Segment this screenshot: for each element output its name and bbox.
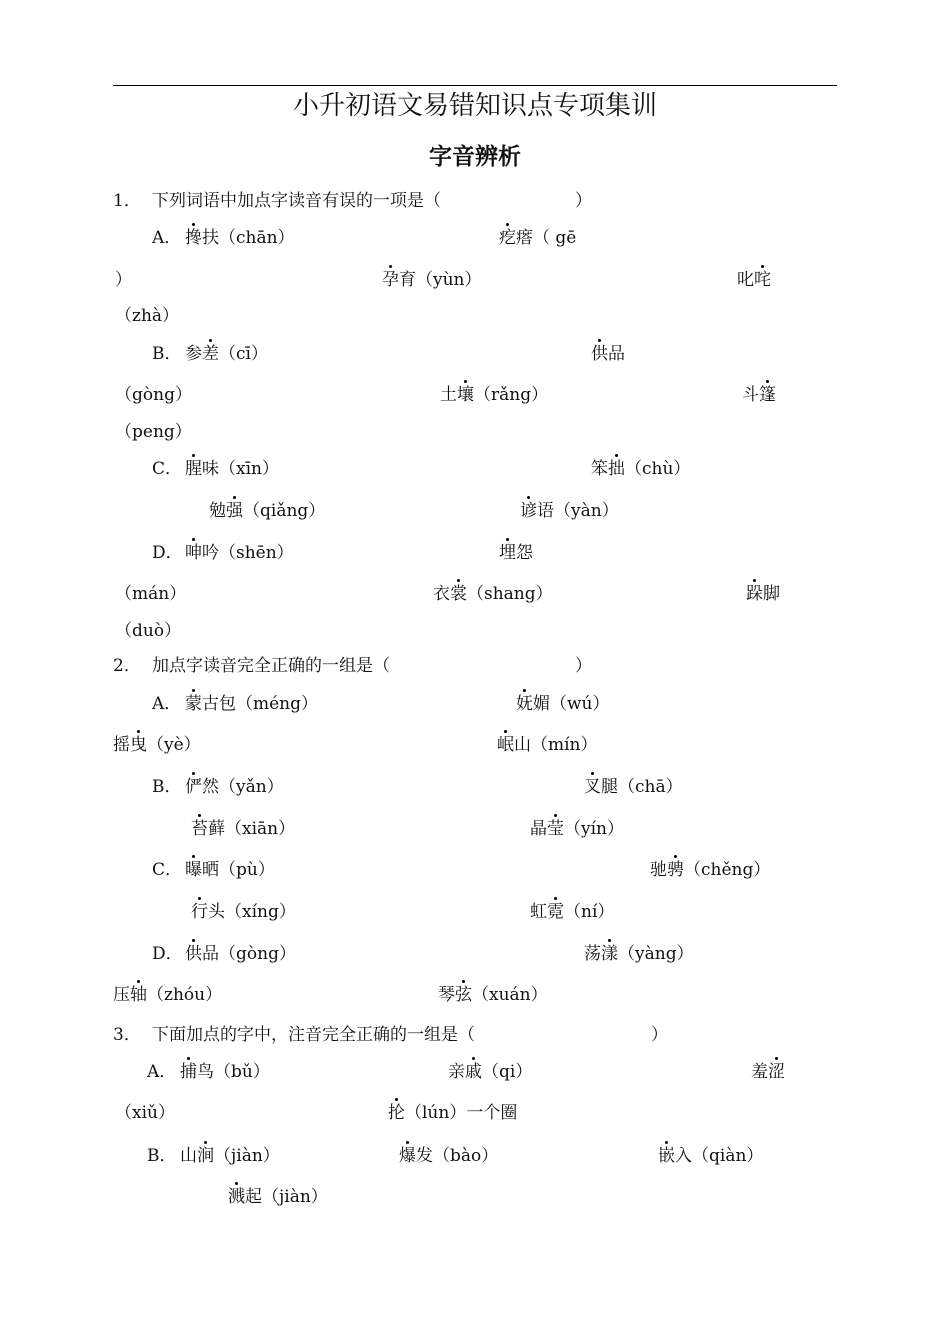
word-item: 羞涩 — [751, 1058, 785, 1086]
page-subtitle: 字音辨析 — [429, 143, 521, 170]
word-item: 溅起（jiàn） — [228, 1183, 328, 1211]
word-item: 山涧（jiàn） — [180, 1142, 280, 1170]
word-item: 勉强（qiǎng） — [209, 497, 325, 525]
answer-paren-close: ） — [651, 1025, 668, 1045]
wrapped-text: （zhà） — [115, 306, 180, 326]
page-title: 小升初语文易错知识点专项集训 — [292, 91, 657, 121]
word-item: 埋怨 — [499, 539, 533, 567]
wrapped-text: （xiǔ） — [115, 1103, 175, 1123]
word-item: 虹霓（ní） — [530, 898, 614, 926]
word-item: 搀扶（chān） — [185, 224, 295, 252]
answer-paren-close: ） — [575, 191, 592, 211]
word-item: 爆发（bào） — [399, 1142, 498, 1170]
option-c-label: C． — [152, 459, 183, 479]
option-a-label: A． — [147, 1062, 177, 1082]
word-item: 孕育（yùn） — [382, 266, 482, 294]
word-item: 压轴（zhóu） — [113, 981, 222, 1009]
question-number: 1． — [113, 191, 141, 211]
word-item: 叱咤 — [737, 266, 771, 294]
word-item: 晶莹（yín） — [530, 815, 624, 843]
word-item: 土壤（rǎng） — [440, 381, 548, 409]
question-stem: 下列词语中加点字读音有误的一项是（ — [152, 191, 441, 211]
wrapped-text: （peng） — [115, 422, 192, 442]
word-item: 跺脚 — [746, 580, 780, 608]
word-item: 叉腿（chā） — [584, 773, 683, 801]
question-number: 2． — [113, 656, 141, 676]
word-item: 苔藓（xiān） — [191, 815, 295, 843]
question-number: 3． — [113, 1025, 141, 1045]
option-a-label: A． — [152, 694, 182, 714]
word-item: 抡（lún）一个圈 — [388, 1099, 517, 1127]
wrapped-text: （duò） — [115, 621, 182, 641]
answer-paren-close: ） — [575, 656, 592, 676]
option-d-label: D． — [152, 944, 183, 964]
word-item: 疙瘩（ gē — [499, 224, 576, 252]
word-item: 荡漾（yàng） — [584, 940, 694, 968]
word-item: 行头（xíng） — [191, 898, 296, 926]
word-item: 亲戚（qi） — [448, 1058, 532, 1086]
word-item: 谚语（yàn） — [520, 497, 619, 525]
question-stem: 下面加点的字中，注音完全正确的一组是（ — [152, 1025, 475, 1045]
wrapped-text: （mán） — [115, 584, 187, 604]
word-item: 蒙古包（méng） — [185, 690, 318, 718]
word-item: 驰骋（chěng） — [650, 856, 770, 884]
question-stem: 加点字读音完全正确的一组是（ — [152, 656, 390, 676]
option-a-label: A． — [152, 228, 182, 248]
word-item: 摇曳（yè） — [113, 731, 201, 759]
word-item: 供品（gòng） — [185, 940, 296, 968]
word-item: 腥味（xīn） — [185, 455, 279, 483]
option-d-label: D． — [152, 543, 183, 563]
word-item: 捕鸟（bǔ） — [180, 1058, 270, 1086]
word-item: 妩媚（wú） — [516, 690, 610, 718]
word-item: 参差（cī） — [185, 340, 268, 368]
word-item: 斗篷 — [742, 381, 776, 409]
option-b-label: B． — [147, 1146, 177, 1166]
word-item: 曝晒（pù） — [185, 856, 275, 884]
word-item: 俨然（yǎn） — [185, 773, 284, 801]
word-item: 呻吟（shēn） — [185, 539, 294, 567]
option-b-label: B． — [152, 344, 182, 364]
wrapped-text: ） — [115, 270, 132, 290]
word-item: 笨拙（chù） — [591, 455, 690, 483]
word-item: 衣裳（shang） — [433, 580, 553, 608]
wrapped-text: （gòng） — [115, 385, 192, 405]
word-item: 供品 — [591, 340, 625, 368]
option-c-label: C． — [152, 860, 183, 880]
word-item: 岷山（mín） — [497, 731, 598, 759]
option-b-label: B． — [152, 777, 182, 797]
word-item: 琴弦（xuán） — [438, 981, 548, 1009]
word-item: 嵌入（qiàn） — [658, 1142, 763, 1170]
